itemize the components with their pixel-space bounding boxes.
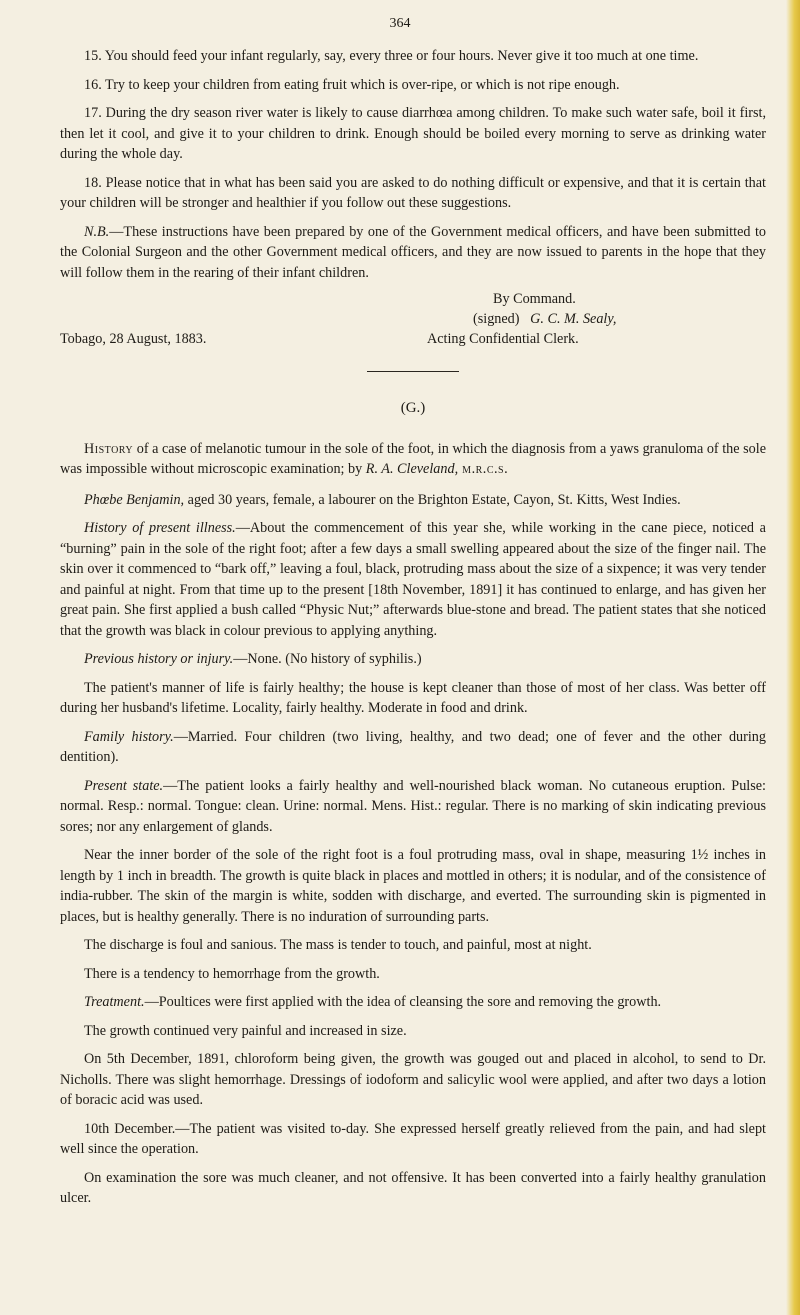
page-number: 364 [389, 16, 411, 31]
treatment-label: Treatment. [84, 994, 145, 1010]
place-date: Tobago, 28 August, 1883. [60, 331, 207, 347]
present-text: —The patient looks a fairly healthy and well-nourished black woman. No cutaneous eruption. Pulse: normal. Resp.: normal. Tongue: clean. Urine: normal. Mens. Hist.: regular. There is no marking of skin indicating previous sores; nor any enlargement of glands. [60, 777, 766, 835]
signer-title: Acting Confidential Clerk. [427, 331, 579, 347]
signed-line [473, 309, 616, 330]
family-text: —Married. Four children (two living, healthy, and two dead; one of fever and the other during dentition). [60, 728, 766, 765]
author-degree: m.r.c.s. [458, 461, 509, 477]
prev-label: Previous history or injury. [84, 651, 234, 667]
operation-note: On 5th December, 1891, chloroform being given, the growth was gouged out and placed in alcohol, to send to Dr. Nicholls. There was slight hemorrhage. Dressings of iodoform and salicylic wool were applied, and after two days a lotion of boracic acid was used. [60, 1051, 766, 1108]
family-history [60, 727, 766, 768]
case-title-text: of a case of melanotic tumour in the sole of the foot, in which the diagnosis from a yaws granuloma of the sole was impossible without microscopic examination; by [60, 440, 766, 477]
growth-description: Near the inner border of the sole of the right foot is a foul protruding mass, oval in shape, measuring 1½ inches in length by 1 inch in breadth. The growth is quite black in places and mottled in others; it is nodular, and of the consistence of india-rubber. The skin of the margin is white, sodden with discharge, and everted. The surrounding skin is pigmented in places, but is healthy generally. There is no induration of surrounding parts. [60, 847, 766, 925]
paragraph-17: 17. During the dry season river water is likely to cause diarrhœa among children. To make such water safe, boil it first, then let it cool, and give it to your children to drink. Enough should be boiled every morning to serve as drinking water during the whole day. [60, 105, 766, 162]
nb-text: —These instructions have been prepared by one of the Government medical officers, and have been submitted to the Colonial Surgeon and the other Government medical officers, and they are now issued to parents in the hope that they will follow them in the rearing of their infant children. [60, 223, 766, 281]
section-divider [367, 371, 459, 372]
paragraph-15: 15. You should feed your infant regularly, say, every three or four hours. Never give it too much at one time. [84, 48, 699, 64]
signed-prefix: (signed) [473, 311, 520, 327]
prev-text: —None. (No history of syphilis.) [233, 651, 422, 667]
instructions-section [60, 46, 766, 1217]
nb-label: N.B. [84, 223, 110, 240]
present-state [60, 776, 766, 838]
section-label: (G.) [400, 400, 426, 416]
paragraph-16: 16. Try to keep your children from eating fruit which is over-ripe, or which is not ripe enough. [84, 76, 620, 93]
manner-of-life: The patient's manner of life is fairly healthy; the house is kept cleaner than those of most of her class. Was better off during her husband's lifetime. Locality, fairly healthy. Moderate in food and drink. [60, 679, 766, 716]
paragraph-18: 18. Please notice that in what has been said you are asked to do nothing difficult or expensive, and that it is certain that your children will be stronger and healthier if you follow out these suggestions. [60, 174, 766, 211]
signer-name: G. C. M. Sealy, [530, 311, 617, 327]
hemorrhage-note: There is a tendency to hemorrhage from the growth. [84, 965, 380, 982]
hpi-text: —About the commencement of this year she, while working in the cane piece, noticed a “burning” pain in the sole of the right foot; after a few days a small swelling appeared about the size of the finger nail. The skin over it commenced to “bark off,” leaving a foul, black, protruding mass about the size of a sixpence; it was very tender and painful at night. From that time up to the present [18th November, 1891] it has continued to enlarge, and has given her great pain. She first applied a bush called “Physic Nut;” afterwards blue-stone and bread. The patient states that she noticed that the growth was black in colour previous to applying anything. [60, 520, 766, 639]
treatment [60, 992, 766, 1013]
page-edge [786, 0, 800, 1315]
nota-bene [60, 222, 766, 284]
patient-name: Phœbe Benjamin, [84, 491, 185, 508]
previous-history [60, 649, 766, 670]
examination-note: On examination the sore was much cleaner, and not offensive. It has been converted into a fairly healthy granulation ulcer. [60, 1169, 766, 1206]
present-label: Present state. [84, 777, 164, 794]
patient-details: aged 30 years, female, a labourer on the Brighton Estate, Cayon, St. Kitts, West Indies. [184, 491, 681, 508]
family-label: Family history. [84, 728, 174, 745]
author-name: R. A. Cleveland, [365, 461, 459, 477]
patient-info [60, 490, 766, 511]
present-illness [60, 518, 766, 641]
followup-note: 10th December.—The patient was visited to-day. She expressed herself greatly relieved from the pain, and had slept well since the operation. [60, 1120, 766, 1157]
discharge-note: The discharge is foul and sanious. The mass is tender to touch, and painful, most at night. [84, 937, 592, 953]
growth-continued: The growth continued very painful and increased in size. [84, 1022, 407, 1039]
signature-block [60, 289, 766, 351]
hpi-label: History of present illness. [84, 520, 236, 536]
history-word: History [84, 440, 134, 457]
treatment-text: —Poultices were first applied with the idea of cleansing the sore and removing the growth. [144, 994, 662, 1010]
by-command: By Command. [493, 291, 576, 307]
case-title [60, 439, 766, 480]
